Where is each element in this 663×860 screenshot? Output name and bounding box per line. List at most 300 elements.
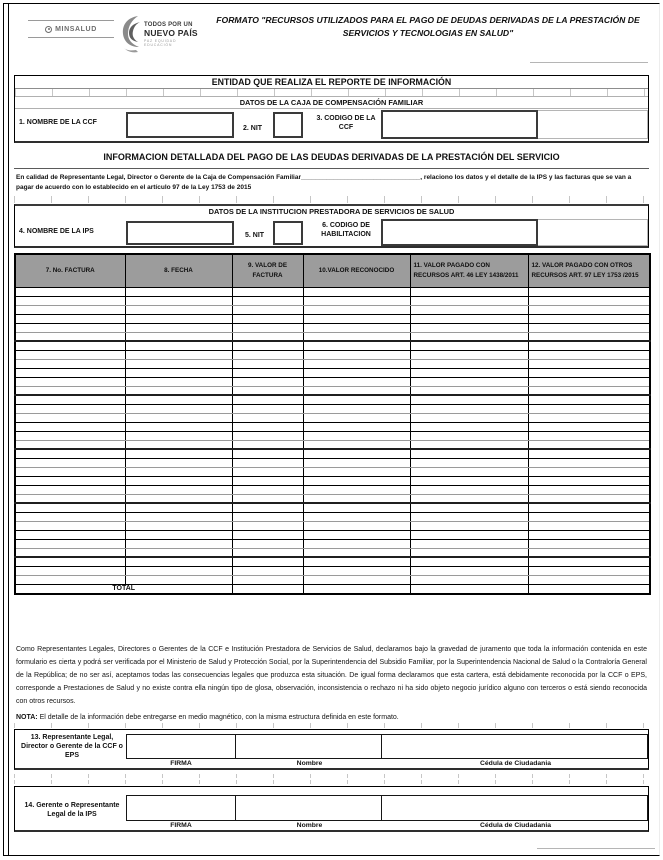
nota-line bbox=[16, 714, 647, 721]
total-label: TOTAL bbox=[15, 584, 232, 594]
table-row bbox=[15, 422, 650, 431]
table-cell[interactable] bbox=[125, 404, 232, 413]
input-nombre-ips[interactable] bbox=[126, 221, 234, 245]
table-cell[interactable] bbox=[15, 449, 125, 458]
table-cell[interactable] bbox=[232, 359, 303, 368]
table-cell[interactable] bbox=[410, 404, 528, 413]
table-cell[interactable] bbox=[410, 458, 528, 467]
table-cell[interactable] bbox=[528, 341, 650, 350]
table-cell[interactable] bbox=[15, 485, 125, 494]
table-cell[interactable] bbox=[528, 422, 650, 431]
table-cell[interactable] bbox=[125, 386, 232, 395]
table-cell[interactable] bbox=[410, 521, 528, 530]
table-cell[interactable] bbox=[303, 296, 410, 305]
table-cell[interactable] bbox=[125, 350, 232, 359]
table-cell[interactable] bbox=[410, 413, 528, 422]
table-cell[interactable] bbox=[232, 449, 303, 458]
gridline-artifact bbox=[537, 848, 655, 849]
firma-label: FIRMA bbox=[170, 822, 192, 829]
table-cell[interactable] bbox=[528, 575, 650, 584]
column-header-valor-otros-recursos: 12. VALOR PAGADO CON OTROS RECURSOS ART. 97 LEY 1753 /2015 bbox=[528, 254, 650, 287]
table-cell[interactable] bbox=[528, 503, 650, 512]
invoice-table-body bbox=[15, 287, 650, 584]
nombre-label: Nombre bbox=[296, 822, 323, 829]
label-nombre-ips: 4. NOMBRE DE LA IPS bbox=[19, 228, 94, 235]
table-cell[interactable] bbox=[528, 476, 650, 485]
table-cell[interactable] bbox=[303, 530, 410, 539]
table-cell[interactable] bbox=[232, 566, 303, 575]
table-cell[interactable] bbox=[125, 440, 232, 449]
table-cell[interactable] bbox=[125, 431, 232, 440]
table-cell[interactable] bbox=[528, 539, 650, 548]
table-cell[interactable] bbox=[125, 539, 232, 548]
table-cell[interactable] bbox=[528, 458, 650, 467]
nuevo-pais-text-line1: TODOS POR UN bbox=[144, 21, 193, 28]
table-row bbox=[15, 575, 650, 584]
table-cell[interactable] bbox=[125, 296, 232, 305]
firma-box-ccf[interactable] bbox=[126, 734, 236, 759]
table-cell[interactable] bbox=[303, 332, 410, 341]
table-cell[interactable] bbox=[15, 476, 125, 485]
form-title-line2: SERVICIOS Y TECNOLOGIAS EN SALUD" bbox=[342, 28, 514, 39]
nota-label: NOTA: bbox=[16, 714, 38, 721]
table-cell[interactable] bbox=[15, 296, 125, 305]
table-cell[interactable] bbox=[410, 440, 528, 449]
table-row bbox=[15, 332, 650, 341]
column-header-valor-recursos-1438: 11. VALOR PAGADO CON RECURSOS ART. 46 LEY 1438/2011 bbox=[410, 254, 528, 287]
table-cell[interactable] bbox=[125, 512, 232, 521]
table-cell[interactable] bbox=[528, 386, 650, 395]
total-valor-otros-recursos[interactable] bbox=[528, 584, 650, 594]
firma-label: FIRMA bbox=[170, 760, 192, 767]
table-cell[interactable] bbox=[232, 512, 303, 521]
cedula-box-ips[interactable] bbox=[381, 795, 648, 821]
column-header-fecha: 8. FECHA bbox=[125, 254, 232, 287]
table-cell[interactable] bbox=[528, 377, 650, 386]
table-cell[interactable] bbox=[410, 485, 528, 494]
table-cell[interactable] bbox=[528, 314, 650, 323]
table-cell[interactable] bbox=[232, 296, 303, 305]
table-cell[interactable] bbox=[232, 557, 303, 566]
table-cell[interactable] bbox=[528, 494, 650, 503]
empty-grid-cell bbox=[538, 110, 648, 139]
table-cell[interactable] bbox=[303, 494, 410, 503]
table-cell[interactable] bbox=[15, 575, 125, 584]
table-cell[interactable] bbox=[410, 494, 528, 503]
table-cell[interactable] bbox=[125, 485, 232, 494]
table-row bbox=[15, 494, 650, 503]
table-cell[interactable] bbox=[125, 395, 232, 404]
table-cell[interactable] bbox=[528, 440, 650, 449]
table-cell[interactable] bbox=[125, 341, 232, 350]
table-header-row bbox=[15, 254, 650, 287]
label-codigo-ccf: 3. CODIGO DE LA CCF bbox=[316, 115, 376, 131]
table-cell[interactable] bbox=[303, 404, 410, 413]
label-codigo-habilitacion: 6. CODIGO DE HABILITACION bbox=[321, 222, 371, 238]
table-cell[interactable] bbox=[15, 548, 125, 557]
column-header-factura: 7. No. FACTURA bbox=[15, 254, 125, 287]
cedula-label: Cédula de Ciudadania bbox=[479, 822, 551, 829]
table-row bbox=[15, 503, 650, 512]
table-cell[interactable] bbox=[303, 422, 410, 431]
table-cell[interactable] bbox=[15, 539, 125, 548]
table-cell[interactable] bbox=[410, 395, 528, 404]
table-cell[interactable] bbox=[303, 539, 410, 548]
column-header-valor-factura: 9. VALOR DE FACTURA bbox=[232, 254, 303, 287]
column-header-valor-reconocido: 10.VALOR RECONOCIDO bbox=[303, 254, 410, 287]
label-nit-ips: 5. NIT bbox=[245, 232, 265, 239]
table-cell[interactable] bbox=[125, 332, 232, 341]
table-cell[interactable] bbox=[528, 566, 650, 575]
table-cell[interactable] bbox=[125, 530, 232, 539]
table-cell[interactable] bbox=[303, 368, 410, 377]
form-title-line1: FORMATO "RECURSOS UTILIZADOS PARA EL PAGO DE DEUDAS DERIVADAS DE LA PRESTACIÓN DE bbox=[216, 15, 640, 25]
table-cell[interactable] bbox=[410, 539, 528, 548]
table-cell[interactable] bbox=[232, 350, 303, 359]
table-cell[interactable] bbox=[125, 305, 232, 314]
table-cell[interactable] bbox=[528, 548, 650, 557]
table-cell[interactable] bbox=[303, 287, 410, 296]
table-cell[interactable] bbox=[410, 332, 528, 341]
table-cell[interactable] bbox=[232, 539, 303, 548]
table-row bbox=[15, 476, 650, 485]
table-row bbox=[15, 548, 650, 557]
table-cell[interactable] bbox=[528, 350, 650, 359]
gridline-ticks bbox=[14, 780, 649, 784]
table-cell[interactable] bbox=[303, 548, 410, 557]
table-cell[interactable] bbox=[125, 449, 232, 458]
table-cell[interactable] bbox=[232, 305, 303, 314]
table-cell[interactable] bbox=[303, 359, 410, 368]
table-row bbox=[15, 395, 650, 404]
table-cell[interactable] bbox=[410, 287, 528, 296]
table-cell[interactable] bbox=[303, 503, 410, 512]
total-valor-recursos-1438[interactable] bbox=[410, 584, 528, 594]
table-cell[interactable] bbox=[528, 449, 650, 458]
table-cell[interactable] bbox=[125, 521, 232, 530]
table-row bbox=[15, 377, 650, 386]
table-cell[interactable] bbox=[232, 431, 303, 440]
table-cell[interactable] bbox=[410, 530, 528, 539]
table-cell[interactable] bbox=[303, 395, 410, 404]
table-cell[interactable] bbox=[410, 431, 528, 440]
table-cell[interactable] bbox=[125, 566, 232, 575]
ips-section-title: DATOS DE LA INSTITUCION PRESTADORA DE SERVICIOS DE SALUD bbox=[208, 207, 455, 216]
table-cell[interactable] bbox=[15, 332, 125, 341]
table-cell[interactable] bbox=[232, 323, 303, 332]
table-cell[interactable] bbox=[15, 494, 125, 503]
table-row bbox=[15, 440, 650, 449]
table-cell[interactable] bbox=[125, 494, 232, 503]
table-cell[interactable] bbox=[303, 557, 410, 566]
table-cell[interactable] bbox=[528, 287, 650, 296]
table-cell[interactable] bbox=[528, 512, 650, 521]
table-cell[interactable] bbox=[232, 440, 303, 449]
table-cell[interactable] bbox=[303, 485, 410, 494]
table-row bbox=[15, 368, 650, 377]
table-cell[interactable] bbox=[303, 431, 410, 440]
table-cell[interactable] bbox=[410, 512, 528, 521]
table-cell[interactable] bbox=[528, 413, 650, 422]
signature-label-ips: 14. Gerente o Representante Legal de la IPS bbox=[24, 802, 120, 819]
table-cell[interactable] bbox=[232, 521, 303, 530]
signature-label-ccf: 13. Representante Legal, Director o Gerente de la CCF o EPS bbox=[21, 734, 123, 760]
label-nit-ccf: 2. NIT bbox=[243, 125, 263, 132]
nombre-box-ips[interactable] bbox=[235, 795, 383, 821]
table-cell[interactable] bbox=[303, 314, 410, 323]
table-cell[interactable] bbox=[528, 305, 650, 314]
invoice-table bbox=[14, 253, 651, 595]
table-cell[interactable] bbox=[15, 323, 125, 332]
table-cell[interactable] bbox=[410, 386, 528, 395]
table-row bbox=[15, 539, 650, 548]
table-row bbox=[15, 323, 650, 332]
table-cell[interactable] bbox=[303, 566, 410, 575]
table-cell[interactable] bbox=[410, 503, 528, 512]
table-cell[interactable] bbox=[232, 368, 303, 377]
table-cell[interactable] bbox=[528, 395, 650, 404]
page-border-inner bbox=[8, 3, 9, 856]
table-cell[interactable] bbox=[125, 458, 232, 467]
table-cell[interactable] bbox=[15, 458, 125, 467]
table-cell[interactable] bbox=[232, 314, 303, 323]
table-cell[interactable] bbox=[15, 305, 125, 314]
table-cell[interactable] bbox=[528, 332, 650, 341]
table-row bbox=[15, 287, 650, 296]
table-cell[interactable] bbox=[15, 557, 125, 566]
table-cell[interactable] bbox=[528, 323, 650, 332]
table-cell[interactable] bbox=[15, 467, 125, 476]
table-cell[interactable] bbox=[125, 314, 232, 323]
table-cell[interactable] bbox=[232, 467, 303, 476]
table-cell[interactable] bbox=[15, 422, 125, 431]
entity-section-title: ENTIDAD QUE REALIZA EL REPORTE DE INFORMACIÓN bbox=[15, 76, 648, 89]
table-row bbox=[15, 314, 650, 323]
table-cell[interactable] bbox=[303, 458, 410, 467]
table-cell[interactable] bbox=[410, 323, 528, 332]
gridline-ticks bbox=[14, 723, 649, 728]
table-cell[interactable] bbox=[125, 359, 232, 368]
table-cell[interactable] bbox=[528, 431, 650, 440]
table-cell[interactable] bbox=[303, 305, 410, 314]
ccf-subtitle: DATOS DE LA CAJA DE COMPENSACIÓN FAMILIAR bbox=[15, 97, 648, 109]
table-cell[interactable] bbox=[410, 350, 528, 359]
entity-section bbox=[14, 75, 649, 143]
total-valor-factura[interactable] bbox=[232, 584, 303, 594]
empty-grid-cell bbox=[538, 219, 648, 246]
table-cell[interactable] bbox=[15, 530, 125, 539]
table-cell[interactable] bbox=[125, 467, 232, 476]
table-cell[interactable] bbox=[528, 530, 650, 539]
table-row bbox=[15, 305, 650, 314]
table-cell[interactable] bbox=[528, 467, 650, 476]
table-cell[interactable] bbox=[125, 575, 232, 584]
table-cell[interactable] bbox=[303, 512, 410, 521]
table-cell[interactable] bbox=[15, 413, 125, 422]
table-row bbox=[15, 341, 650, 350]
table-cell[interactable] bbox=[15, 440, 125, 449]
nota-text: El detalle de la información debe entregarse en medio magnético, con la misma estructura definida en este formato. bbox=[37, 714, 399, 721]
table-cell[interactable] bbox=[232, 575, 303, 584]
table-cell[interactable] bbox=[303, 449, 410, 458]
gridline-ticks bbox=[14, 196, 649, 203]
total-row bbox=[15, 584, 650, 594]
cedula-box-ccf[interactable] bbox=[381, 734, 648, 759]
table-cell[interactable] bbox=[15, 566, 125, 575]
table-cell[interactable] bbox=[410, 575, 528, 584]
table-cell[interactable] bbox=[15, 287, 125, 296]
table-cell[interactable] bbox=[410, 557, 528, 566]
table-cell[interactable] bbox=[303, 377, 410, 386]
label-nombre-ccf: 1. NOMBRE DE LA CCF bbox=[19, 119, 97, 126]
nombre-label: Nombre bbox=[296, 760, 323, 767]
table-cell[interactable] bbox=[528, 485, 650, 494]
table-cell[interactable] bbox=[303, 467, 410, 476]
minsalud-emblem-icon bbox=[45, 26, 52, 33]
table-cell[interactable] bbox=[232, 341, 303, 350]
table-cell[interactable] bbox=[528, 359, 650, 368]
table-cell[interactable] bbox=[232, 476, 303, 485]
table-cell[interactable] bbox=[125, 377, 232, 386]
table-cell[interactable] bbox=[232, 377, 303, 386]
table-cell[interactable] bbox=[232, 548, 303, 557]
table-cell[interactable] bbox=[528, 557, 650, 566]
signature-section-ips bbox=[14, 786, 649, 832]
table-row bbox=[15, 467, 650, 476]
table-cell[interactable] bbox=[410, 467, 528, 476]
table-row bbox=[15, 485, 650, 494]
table-cell[interactable] bbox=[410, 566, 528, 575]
table-row bbox=[15, 557, 650, 566]
table-row bbox=[15, 431, 650, 440]
table-row bbox=[15, 458, 650, 467]
table-cell[interactable] bbox=[410, 305, 528, 314]
table-cell[interactable] bbox=[125, 548, 232, 557]
table-row bbox=[15, 449, 650, 458]
table-cell[interactable] bbox=[410, 449, 528, 458]
signature-section-ccf bbox=[14, 729, 649, 770]
table-cell[interactable] bbox=[410, 359, 528, 368]
table-cell[interactable] bbox=[303, 413, 410, 422]
table-cell[interactable] bbox=[410, 548, 528, 557]
table-cell[interactable] bbox=[125, 503, 232, 512]
table-cell[interactable] bbox=[232, 332, 303, 341]
table-cell[interactable] bbox=[125, 287, 232, 296]
table-cell[interactable] bbox=[528, 521, 650, 530]
input-codigo-habilitacion[interactable] bbox=[381, 219, 538, 246]
gridline-ticks bbox=[14, 774, 649, 778]
table-row bbox=[15, 413, 650, 422]
table-cell[interactable] bbox=[232, 287, 303, 296]
table-cell[interactable] bbox=[15, 377, 125, 386]
table-cell[interactable] bbox=[15, 512, 125, 521]
table-cell[interactable] bbox=[303, 386, 410, 395]
table-cell[interactable] bbox=[125, 557, 232, 566]
table-cell[interactable] bbox=[232, 494, 303, 503]
input-codigo-ccf[interactable] bbox=[381, 110, 538, 139]
table-cell[interactable] bbox=[15, 404, 125, 413]
table-cell[interactable] bbox=[232, 413, 303, 422]
table-cell[interactable] bbox=[303, 341, 410, 350]
table-cell[interactable] bbox=[232, 503, 303, 512]
table-cell[interactable] bbox=[232, 386, 303, 395]
nuevo-pais-logo bbox=[120, 13, 202, 55]
table-cell[interactable] bbox=[232, 485, 303, 494]
invoice-table-wrap bbox=[14, 253, 649, 595]
table-cell[interactable] bbox=[15, 521, 125, 530]
table-cell[interactable] bbox=[15, 503, 125, 512]
gridline-ticks bbox=[15, 89, 648, 97]
table-cell[interactable] bbox=[303, 440, 410, 449]
detail-section-title: INFORMACION DETALLADA DEL PAGO DE LAS DEUDAS DERIVADAS DE LA PRESTACIÓN DEL SERVICIO bbox=[103, 152, 560, 162]
table-cell[interactable] bbox=[410, 422, 528, 431]
table-cell[interactable] bbox=[232, 395, 303, 404]
minsalud-logo-text: MINSALUD bbox=[55, 25, 97, 33]
table-cell[interactable] bbox=[410, 341, 528, 350]
total-valor-reconocido[interactable] bbox=[303, 584, 410, 594]
nombre-box-ccf[interactable] bbox=[235, 734, 383, 759]
table-cell[interactable] bbox=[232, 530, 303, 539]
input-nit-ccf[interactable] bbox=[273, 112, 303, 138]
table-cell[interactable] bbox=[15, 314, 125, 323]
table-cell[interactable] bbox=[232, 404, 303, 413]
nuevo-pais-text-line2: NUEVO PAÍS bbox=[144, 27, 198, 38]
table-cell[interactable] bbox=[410, 476, 528, 485]
table-row bbox=[15, 566, 650, 575]
input-nit-ips[interactable] bbox=[273, 221, 303, 245]
table-cell[interactable] bbox=[15, 431, 125, 440]
table-cell[interactable] bbox=[232, 458, 303, 467]
table-cell[interactable] bbox=[303, 575, 410, 584]
ips-section bbox=[14, 204, 649, 248]
table-row bbox=[15, 359, 650, 368]
table-row bbox=[15, 404, 650, 413]
table-cell[interactable] bbox=[125, 422, 232, 431]
table-cell[interactable] bbox=[303, 350, 410, 359]
table-cell[interactable] bbox=[15, 395, 125, 404]
table-cell[interactable] bbox=[125, 368, 232, 377]
table-cell[interactable] bbox=[15, 350, 125, 359]
table-cell[interactable] bbox=[125, 476, 232, 485]
declaration-paragraph: Como Representantes Legales, Directores o Gerentes de la CCF e Institución Prestadora de Servicios de Salud, declaramos bajo la gravedad de juramento que toda la información contenida en este formulario es cierta y podrá ser verificada por el Ministerio de Salud y Protección Social, por la Superintendencia del Subsidio Familiar, por la Superintendencia Nacional de Salud o la Contraloría General de la República; de no ser así, aceptamos todas las consecuencias legales que produzca esta situación. De igual forma declaramos que esta cartera, está debidamente reconocida por la CCF o EPS, corresponde a Prestaciones de Salud y no existe contra ella ningún tipo de glosa, observación, inconsistencia o rechazo ni ha sido objeto negocio jurídico alguno con terceros o está siendo reconocida con otros recursos. bbox=[16, 646, 647, 705]
table-cell[interactable] bbox=[303, 476, 410, 485]
table-cell[interactable] bbox=[410, 296, 528, 305]
table-cell[interactable] bbox=[15, 359, 125, 368]
table-cell[interactable] bbox=[232, 422, 303, 431]
firma-box-ips[interactable] bbox=[126, 795, 236, 821]
table-cell[interactable] bbox=[410, 377, 528, 386]
table-cell[interactable] bbox=[528, 296, 650, 305]
nuevo-pais-swoosh-icon bbox=[120, 14, 142, 54]
table-cell[interactable] bbox=[303, 323, 410, 332]
table-cell[interactable] bbox=[125, 413, 232, 422]
input-nombre-ccf[interactable] bbox=[126, 112, 234, 138]
table-cell[interactable] bbox=[125, 323, 232, 332]
table-row bbox=[15, 530, 650, 539]
table-cell[interactable] bbox=[528, 368, 650, 377]
gridline-artifact bbox=[530, 62, 648, 63]
table-cell[interactable] bbox=[410, 314, 528, 323]
table-cell[interactable] bbox=[528, 404, 650, 413]
table-row bbox=[15, 350, 650, 359]
table-cell[interactable] bbox=[410, 368, 528, 377]
detail-title-rule bbox=[14, 168, 649, 169]
table-cell[interactable] bbox=[15, 341, 125, 350]
table-cell[interactable] bbox=[303, 521, 410, 530]
table-cell[interactable] bbox=[15, 368, 125, 377]
table-cell[interactable] bbox=[15, 386, 125, 395]
table-row bbox=[15, 512, 650, 521]
